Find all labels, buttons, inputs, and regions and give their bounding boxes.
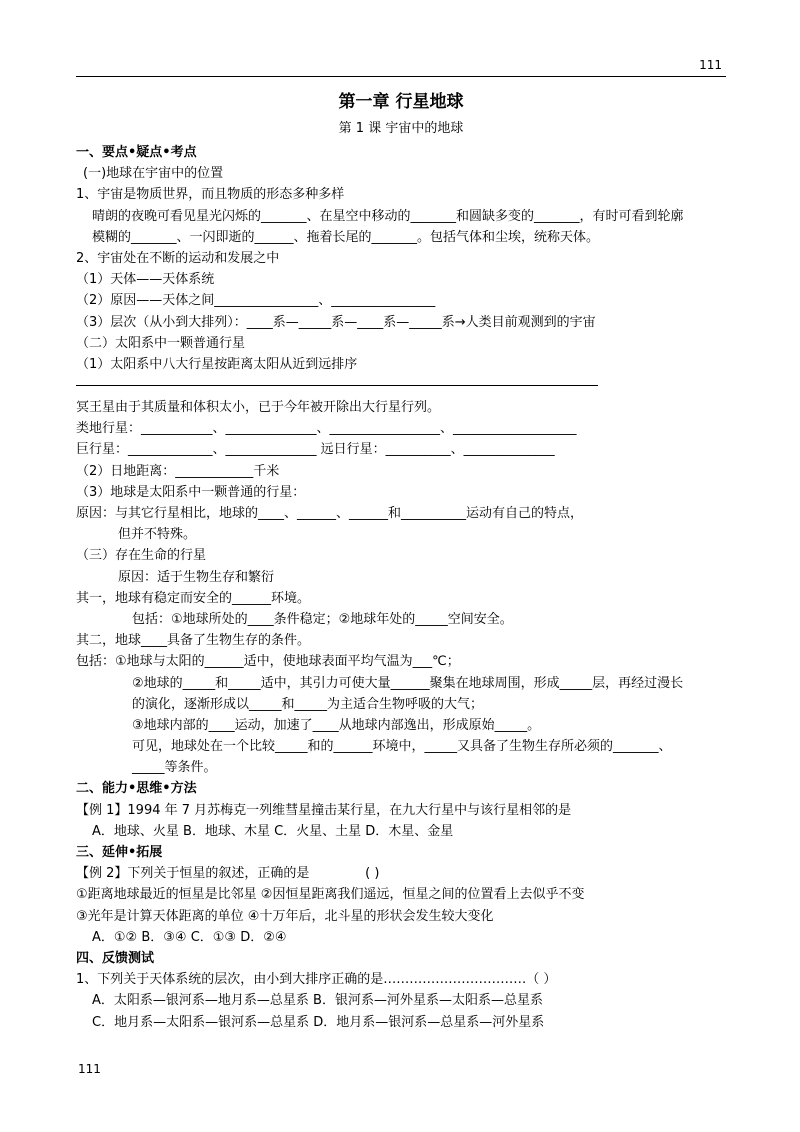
- worksheet-body: [76, 88, 726, 1033]
- section-block-a: [76, 142, 726, 375]
- lesson-title: 第 1 课 宇宙中的地球: [338, 121, 464, 136]
- text-line: （2）日地距离：____________千米: [76, 463, 280, 479]
- text-line: 【例 1】1994 年 7 月苏梅克一列维彗星撞击某行星，在九大行星中与该行星相邻的是: [76, 802, 572, 818]
- text-line: （1）太阳系中八大行星按距离太阳从近到远排序: [76, 356, 358, 372]
- text-line: A．①② B．③④ C．①③ D．②④: [92, 929, 287, 945]
- text-line: 1、下列关于天体系统的层次，由小到大排序正确的是……………………………（ ）: [76, 972, 557, 988]
- text-line: 但并不特殊。: [118, 527, 197, 543]
- section-heading: 四、反馈测试: [76, 950, 155, 966]
- text-line: 原因：与其它行星相比，地球的____、______、______和__________运动有自己的特点，: [76, 506, 584, 521]
- text-line: 类地行星：___________、______________、_________________、___________________: [76, 421, 577, 437]
- text-line: 其二，地球____具备了生物生存的条件。: [76, 633, 311, 649]
- text-line: （1）天体——天体系统: [76, 272, 215, 288]
- text-line: 原因：适于生物生存和繁衍: [118, 569, 275, 585]
- text-line: ③地球内部的____运动，加速了____从地球内部逸出，形成原始_____。: [132, 717, 541, 733]
- text-line: 包括：①地球与太阳的______适中，使地球表面平均气温为___℃；: [76, 654, 460, 670]
- answer-paren: ( ): [365, 866, 380, 882]
- text-line: (一)地球在宇宙中的位置: [83, 166, 224, 182]
- text-line: 晴朗的夜晚可看见星光闪烁的_______、在星空中移动的_______和圆缺多变的_______，有时可看到轮廓: [92, 208, 684, 224]
- section-heading: 二、能力•思维•方法: [76, 781, 197, 797]
- text-line: （3）层次（从小到大排列）：____系—_____系—____系—_____系→人类目前观测到的宇宙: [76, 314, 596, 330]
- text-line: ①距离地球最近的恒星是比邻星 ②因恒星距离我们遥远，恒星之间的位置看上去似乎不变: [76, 887, 585, 903]
- text-line: （2）原因——天体之间________________、________________: [76, 293, 436, 309]
- section-block-b: [76, 397, 726, 863]
- section-block-c: [76, 884, 726, 1032]
- text-line: 包括：①地球所处的____条件稳定；②地球年处的_____空间安全。: [132, 611, 513, 627]
- text-line: A．地球、火星 B．地球、木星 C．火星、土星 D．木星、金星: [92, 823, 454, 839]
- text-line: （3）地球是太阳系中一颗普通的行星：: [76, 484, 306, 500]
- text-line: （三）存在生命的行星: [76, 548, 207, 564]
- text-line: A．太阳系—银河系—地月系—总星系 B．银河系—河外星系—太阳系—总星系: [92, 993, 543, 1009]
- text-line: C．地月系—太阳系—银河系—总星系 D．地月系—银河系—总星系—河外星系: [92, 1014, 545, 1030]
- example-2-line: [76, 863, 726, 884]
- text-line: 冥王星由于其质量和体积太小，已于今年被开除出大行星行列。: [76, 400, 441, 416]
- text-line: _____等条件。: [132, 760, 217, 776]
- example-2-text: 【例 2】下列关于恒星的叙述，正确的是: [76, 866, 310, 882]
- text-line: 1、宇宙是物质世界，而且物质的形态多种多样: [76, 187, 345, 203]
- answer-underline: [76, 375, 598, 386]
- text-line: 巨行星：_____________、______________ 远日行星：__________、______________: [76, 442, 555, 458]
- text-line: （二）太阳系中一颗普通行星: [76, 335, 246, 351]
- text-line: 其一，地球有稳定而安全的______环境。: [76, 590, 311, 606]
- text-line: ②地球的_____和_____适中，其引力可使大量______聚集在地球周围，形成_____层，再经过漫长: [132, 675, 684, 691]
- text-line: ③光年是计算天体距离的单位 ④十万年后，北斗星的形状会发生较大变化: [76, 908, 494, 924]
- text-line: 模糊的_______、一闪即逝的______、拖着长尾的_______。包括气体和尘埃，统称天体。: [92, 229, 600, 245]
- footer-page-number: 111: [78, 1062, 101, 1076]
- text-line: 可见，地球处在一个比较_____和的______环境中，_____又具备了生物生存所必须的_______、: [132, 739, 672, 755]
- chapter-title: 第一章 行星地球: [338, 92, 464, 112]
- section-heading: 三、延伸•拓展: [76, 845, 163, 860]
- text-line: 的演化，逐渐形成以_____和_____为主适合生物呼吸的大气；: [132, 696, 484, 712]
- section-heading: 一、要点•疑点•考点: [76, 145, 197, 160]
- header-page-number: 111: [699, 58, 722, 72]
- header-rule: [76, 76, 726, 77]
- text-line: 2、宇宙处在不断的运动和发展之中: [76, 250, 280, 266]
